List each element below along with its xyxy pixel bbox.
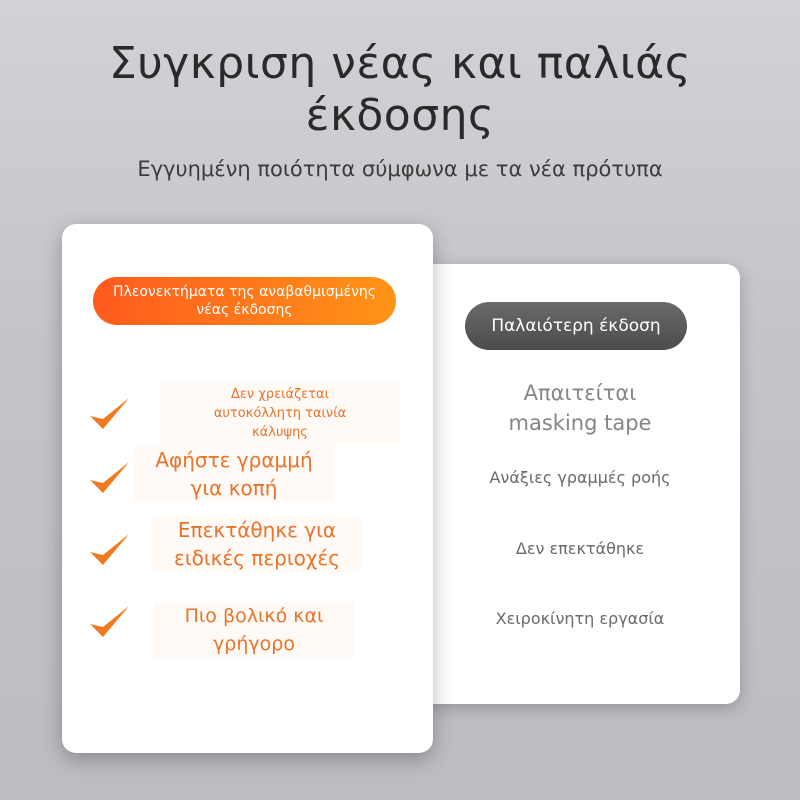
new-item-1-line-2: αυτοκόλλητη ταινία [213,406,347,421]
new-item-4-line-1: Πιο βολικό και [184,605,324,627]
checkmark-icon [86,394,132,434]
new-version-badge: Πλεονεκτήματα της αναβαθμισμένης νέας έκδοσης [93,277,396,325]
page-title [0,38,800,142]
new-item-1-line-3: κάλυψης [252,425,308,440]
new-item-3-line-2: ειδικές περιοχές [174,546,340,570]
new-item-2-line-1: Αφήστε γραμμή [155,448,313,472]
new-item-3-text [152,516,362,572]
new-item-4-text [154,602,354,658]
new-item-2-text [134,446,334,502]
old-item-not-extended: Δεν επεκτάθηκε [515,539,645,558]
old-version-badge: Παλαιότερη έκδοση [465,302,687,350]
new-item-4-line-2: γρήγορο [213,633,295,655]
old-version-card [420,264,740,704]
page-subtitle: Εγγυημένη ποιότητα σύμφωνα με τα νέα πρότυπα [137,157,663,181]
new-item-2-line-2: για κοπή [190,476,278,500]
checkmark-icon [86,530,132,570]
new-item-3-line-1: Επεκτάθηκε για [177,518,337,542]
title-line-2: έκδοσης [305,90,495,141]
old-item-1-line-2: masking tape [508,411,652,435]
checkmark-icon [86,458,132,498]
old-item-1-line-1: Απαιτείται [523,381,637,405]
old-item-flow-lines: Ανάξιες γραμμές ροής [489,468,671,487]
new-version-card [62,224,433,753]
new-item-1-text [160,382,400,445]
title-line-1: Συγκριση νέας και παλιάς [108,38,692,89]
checkmark-icon [86,602,132,642]
old-item-manual-work: Χειροκίνητη εργασία [495,609,665,628]
old-item-masking-tape [420,378,740,438]
new-item-1-line-1: Δεν χρειάζεται [231,387,329,402]
